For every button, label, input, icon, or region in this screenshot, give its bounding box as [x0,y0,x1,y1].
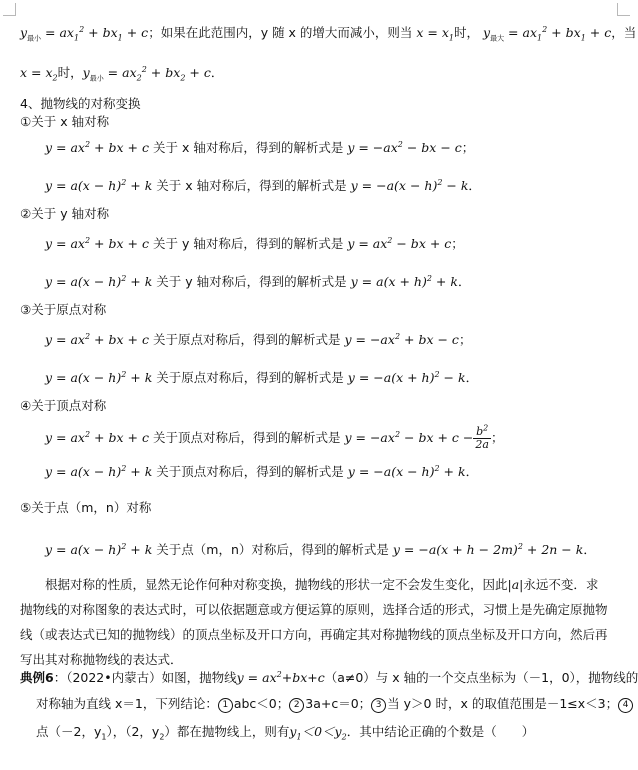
explanation-paragraph: 根据对称的性质，显然无论作何种对称变换，抛物线的形状一定不会发生变化，因此|a|永远不变．求抛物线的对称图象的表达式时，可以依据题意或方便运算的原则，选择合适的形式，习惯上是先确定原抛物线（或表达式已知的抛物线）的顶点坐标及开口方向，再确定其对称抛物线的顶点坐标及开口方向，然后再写出其对称抛物线的表达式． [20,577,608,667]
item-heading-vertex: ④关于顶点对称 [20,398,107,413]
item-heading-x-axis: ①关于 x 轴对称 [20,114,110,129]
formula-line-vertex-1: $y = ax^2$ + bx + c 关于顶点对称后，得到的解析式是 $y = -ax^2$ − bx + c − $\frac{b^2}{2a}$ ； [45,423,504,451]
example-line-1: 典例6：（2022•内蒙古）如图，抛物线$y = ax^2+bx+c(a\ne 0)$与 x 轴的一个交点坐标为（－1，0），抛物线的 [20,669,638,685]
formula-line-y-axis-1: $y = ax^2$ + bx + c 关于 y 轴对称后，得到的解析式是 $y = ax^2$ − bx + c； [45,235,464,251]
formula-ymin-2: $y_{最小} = ax_2^2 + bx_2 + c$ [82,64,211,83]
page-corner-mark [3,3,16,16]
item-heading-origin: ③关于原点对称 [20,302,107,317]
formula-line-point: $y = a(x - h)^2 + k$ 关于点（m，n）对称后，得到的解析式是 $y = -a(x + h - 2m)^2 + 2n - k$． [45,541,596,557]
example-line-3: 点（－2，$y_1$），（2，$y_2$）都在抛物线上，则有$y_1<0<y_2$．其中结论正确的个数是（ ） [36,724,535,742]
formula-line-vertex-2: $y = a(x - h)^2 + k$ 关于顶点对称后，得到的解析式是 $y = -a(x - h)^2 + k$． [45,463,479,479]
punct: ； [148,25,161,40]
formula-line-x-axis-1: $y = ax^2$ + bx + c 关于 x 轴对称后，得到的解析式是 $y = -ax^2$ − bx − c； [45,139,475,155]
item-heading-point: ⑤关于点（m，n）对称 [20,500,152,515]
text-segment: 时， [57,65,83,80]
punct: ． [210,65,224,80]
formula-line-origin-2: $y = a(x - h)^2 + k$ 关于原点对称后，得到的解析式是 $y = -a(x + h)^2 - k$． [45,369,479,385]
section-title: 4、抛物线的对称变换 [20,96,141,111]
example-label: 典例6 [20,670,54,685]
formula-line-origin-1: $y = ax^2$ + bx + c 关于原点对称后，得到的解析式是 $y = -ax^2$ + bx − c； [45,331,472,347]
formula-line-y-axis-2: $y = a(x - h)^2 + k$ 关于 y 轴对称后，得到的解析式是 $y = a(x + h)^2 + k$． [45,273,471,289]
text-segment: 如果在此范围内，y 随 x 的增大而减小，则当 [160,25,413,40]
formula-x-eq-x1: $x = x_1$ [412,25,455,43]
page-corner-mark [617,3,630,16]
formula-ymin: $y_{最小} = ax_1^2 + bx_1 + c$ [20,24,149,43]
text-segment: ，当 [611,25,637,40]
formula-x-eq-x2: $x = x_2$ [20,65,58,83]
formula-ymax: $y_{最大} = ax_1^2 + bx_1 + c$ [479,24,612,43]
formula-line-x-axis-2: $y = a(x - h)^2 + k$ 关于 x 轴对称后，得到的解析式是 $y = -a(x - h)^2 - k$． [45,177,481,193]
text-line-2 [20,63,223,83]
item-heading-y-axis: ②关于 y 轴对称 [20,206,110,221]
example-line-2: 对称轴为直线 x＝1，下列结论： 1 abc＜0； 2 3a+c＝0； 3 当 y＞0 时，x 的取值范围是－1≤x＜3； 4 [36,694,634,714]
text-line-1 [20,23,636,43]
text-segment: 时， [454,25,480,40]
